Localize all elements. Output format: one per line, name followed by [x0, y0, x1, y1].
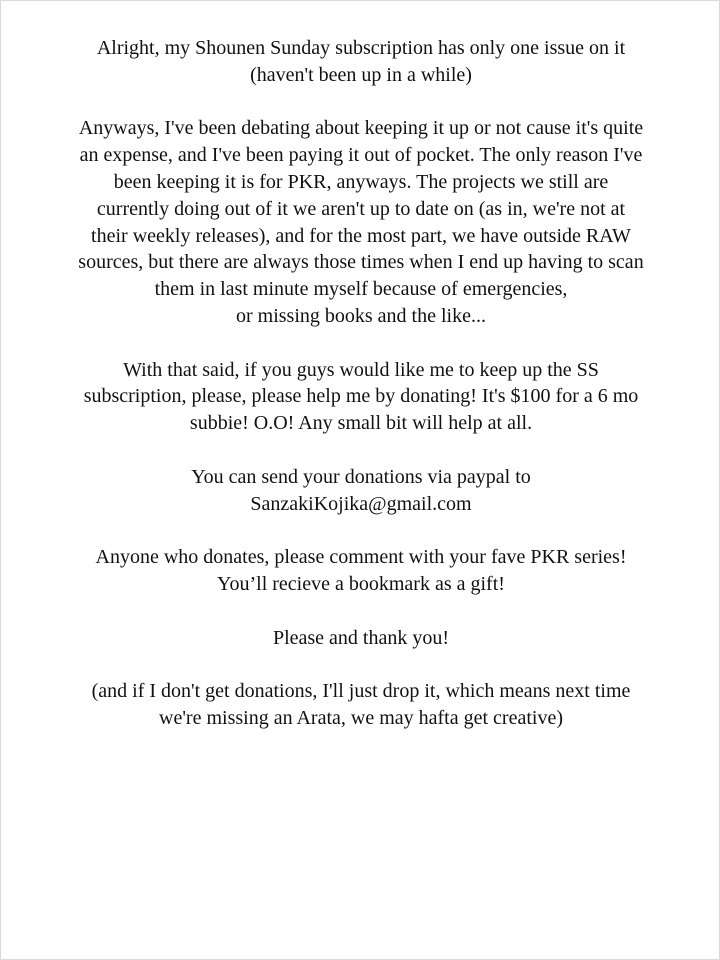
paragraph-paypal-details — [21, 464, 701, 518]
notice-text — [21, 35, 701, 732]
text-line: With that said, if you guys would like me to keep up the SS — [123, 358, 599, 381]
text-line: (and if I don't get donations, I'll just drop it, which means next time — [91, 680, 631, 703]
text-line: You can send your donations via paypal to — [191, 465, 531, 488]
text-line: (haven't been up in a while) — [250, 63, 472, 86]
text-line: Anyways, I've been debating about keeping it up or not cause it's quite — [78, 117, 644, 140]
text-line: Please and thank you! — [272, 626, 450, 649]
paragraph-donation-request — [21, 357, 701, 437]
text-line: Alright, my Shounen Sunday subscription has only one issue on it — [96, 37, 626, 59]
text-line: or missing books and the like... — [236, 304, 486, 327]
paragraph-subscription-status — [21, 35, 701, 89]
text-line: their weekly releases), and for the most part, we have outside RAW — [91, 224, 631, 247]
text-line: You’ll recieve a bookmark as a gift! — [217, 572, 505, 595]
paragraph-bookmark-gift — [21, 544, 701, 598]
text-line: subscription, please, please help me by donating! It's $100 for a 6 mo — [83, 385, 639, 408]
text-line: been keeping it is for PKR, anyways. The projects we still are — [113, 170, 609, 193]
paragraph-thanks — [21, 625, 701, 652]
text-line: sources, but there are always those times when I end up having to scan — [78, 251, 644, 274]
text-line: we're missing an Arata, we may hafta get creative) — [159, 706, 563, 729]
text-line: them in last minute myself because of emergencies, — [154, 278, 568, 301]
text-line: Anyone who donates, please comment with your fave PKR series! — [95, 546, 627, 569]
text-line: an expense, and I've been paying it out of pocket. The only reason I've — [79, 144, 643, 167]
paypal-email: SanzakiKojika@gmail.com — [250, 492, 472, 515]
paragraph-expense-explanation — [21, 115, 701, 329]
text-line: subbie! O.O! Any small bit will help at all. — [189, 412, 533, 435]
paragraph-closing-note — [21, 678, 701, 732]
text-line: currently doing out of it we aren't up to date on (as in, we're not at — [96, 197, 626, 220]
